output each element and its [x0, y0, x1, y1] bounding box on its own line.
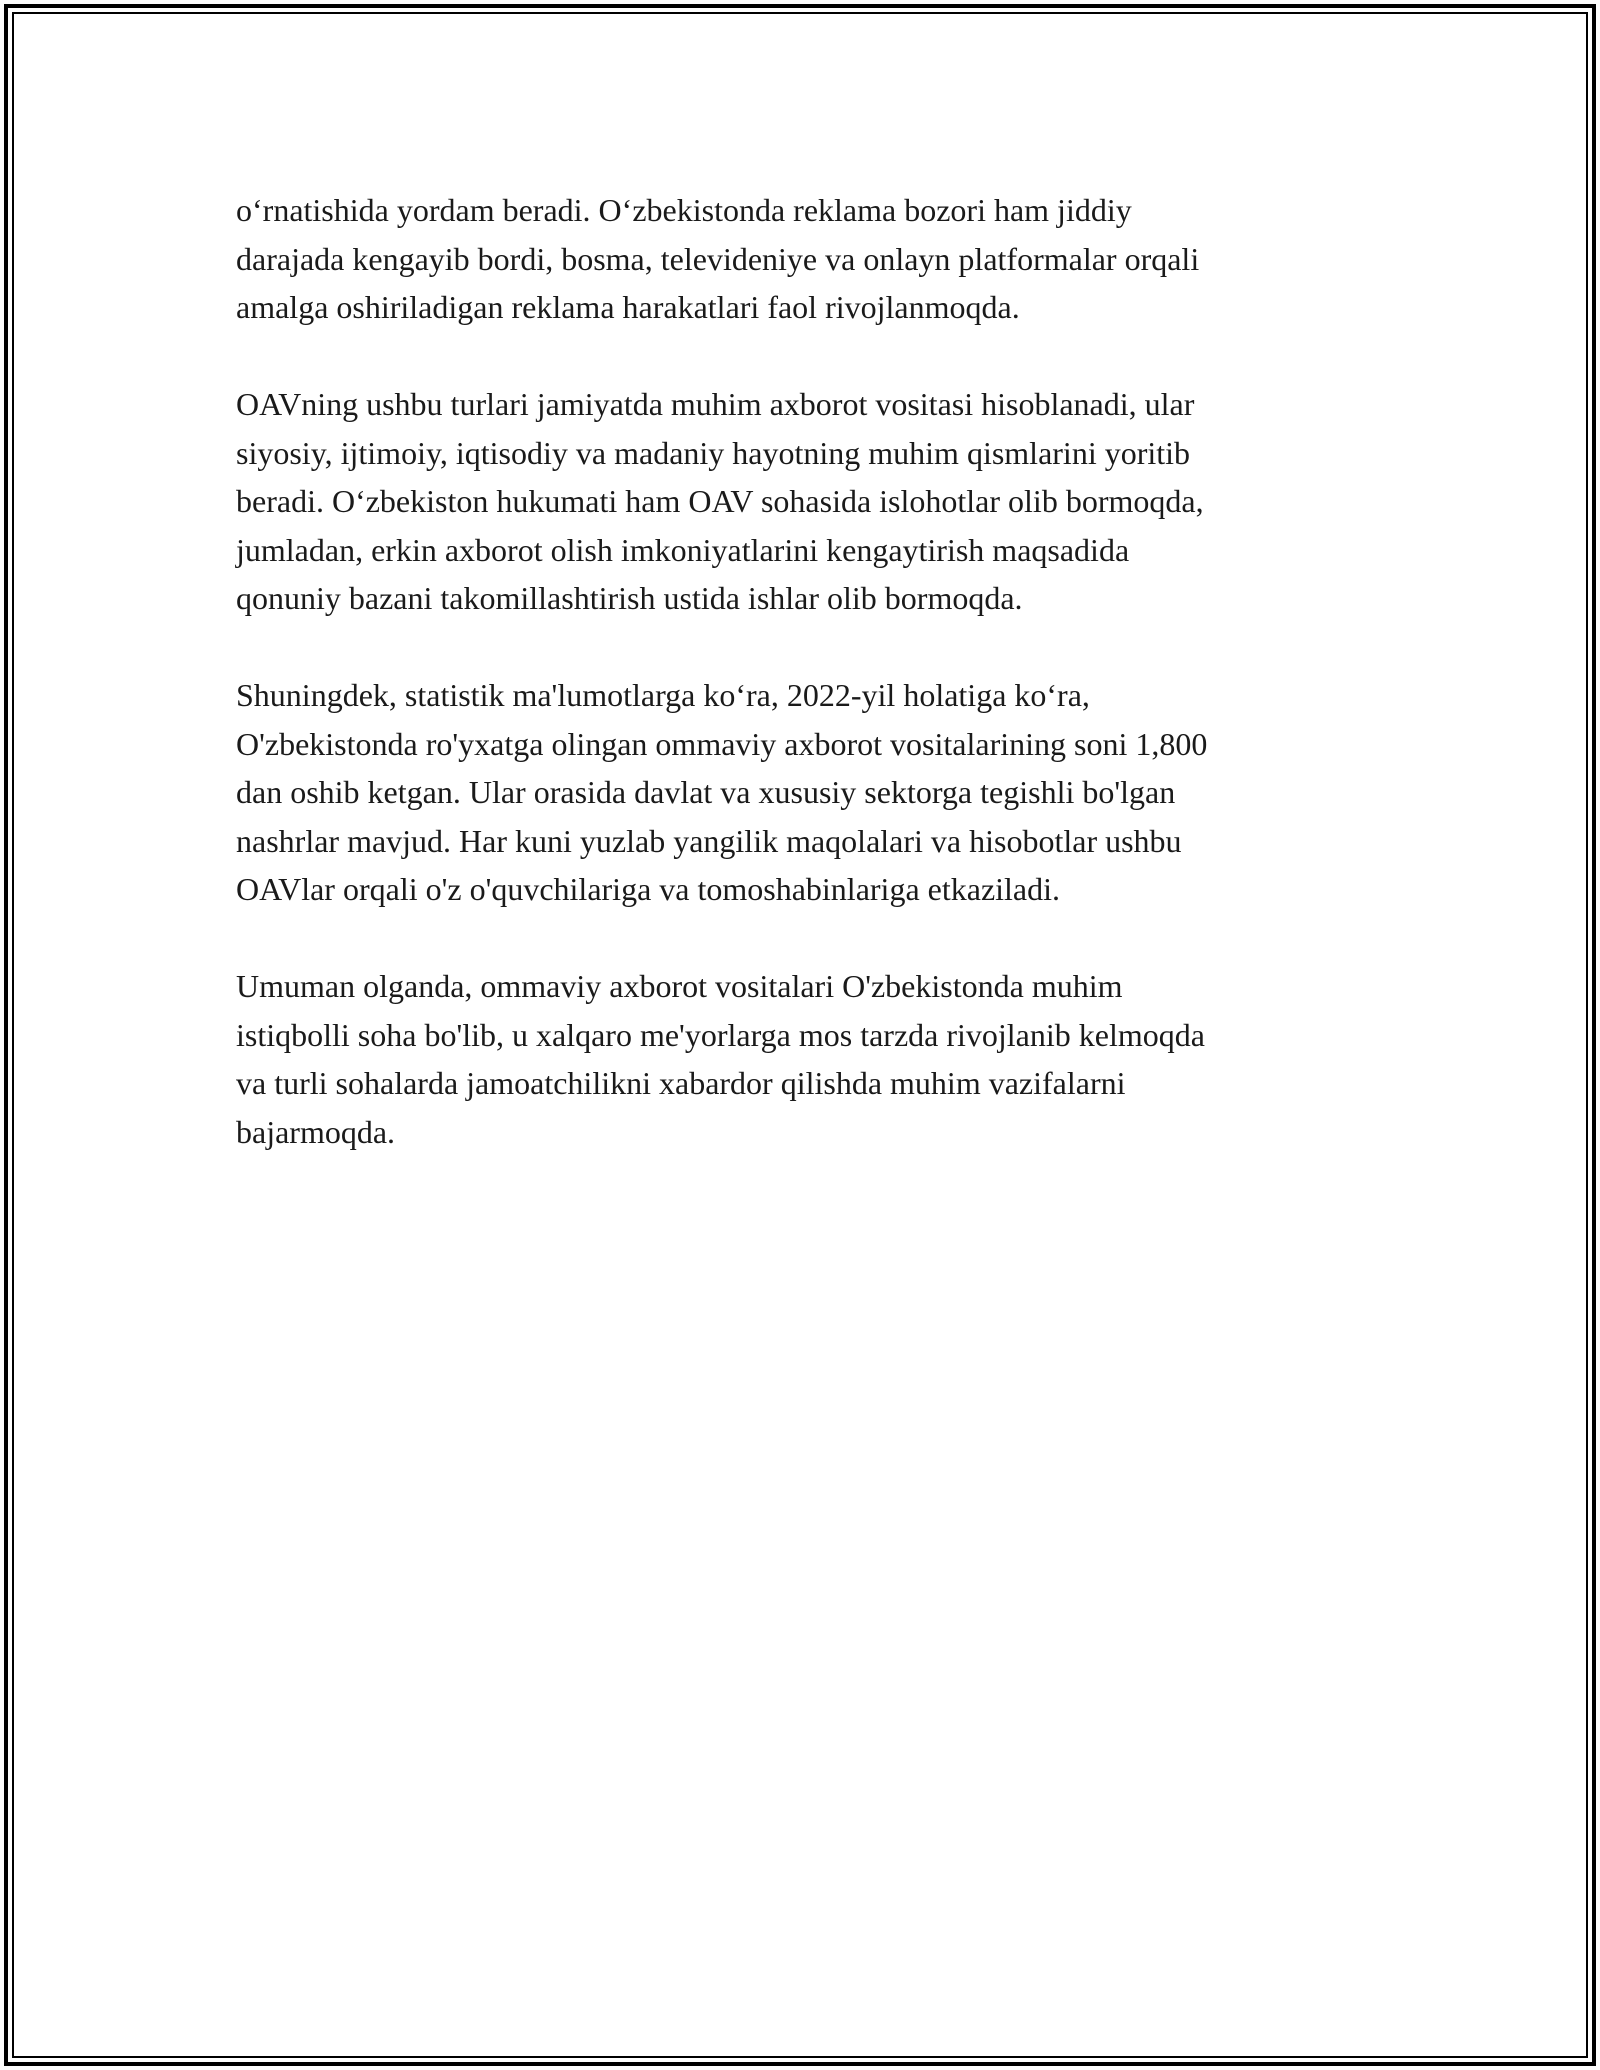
paragraph-conclusion — [236, 962, 1366, 1156]
text-line: dan oshib ketgan. Ular orasida davlat va xususiy sektorga tegishli bo'lgan — [236, 774, 1176, 810]
text-line: o‘rnatishida yordam beradi. O‘zbekistonda reklama bozori ham jiddiy — [236, 192, 1132, 228]
text-line: OAVlar orqali o'z o'quvchilariga va tomoshabinlariga etkaziladi. — [236, 871, 1061, 907]
text-line: qonuniy bazani takomillashtirish ustida ishlar olib bormoqda. — [236, 580, 1023, 616]
text-line: istiqbolli soha bo'lib, u xalqaro me'yorlarga mos tarzda rivojlanib kelmoqda — [236, 1016, 1205, 1053]
paragraph-statistics — [236, 671, 1366, 914]
document-body — [236, 186, 1366, 1205]
text-line: siyosiy, ijtimoiy, iqtisodiy va madaniy hayotning muhim qismlarini yoritib — [236, 434, 1191, 471]
text-line: bajarmoqda. — [236, 1113, 396, 1150]
text-line: amalga oshiriladigan reklama harakatlari faol rivojlanmoqda. — [236, 289, 1020, 325]
text-line: OAVning ushbu turlari jamiyatda muhim axborot vositasi hisoblanadi, ular — [236, 386, 1195, 422]
text-line: beradi. O‘zbekiston hukumati ham OAV sohasida islohotlar olib bormoqda, — [236, 483, 1204, 519]
paragraph-advertising — [236, 186, 1366, 332]
text-line: Umuman olganda, ommaviy axborot vositalari O'zbekistonda muhim — [236, 968, 1123, 1004]
paragraph-media-types — [236, 380, 1366, 623]
text-line: O'zbekistonda ro'yxatga olingan ommaviy axborot vositalarining soni 1,800 — [236, 725, 1208, 762]
text-line: nashrlar mavjud. Har kuni yuzlab yangilik maqolalari va hisobotlar ushbu — [236, 822, 1182, 859]
text-line: jumladan, erkin axborot olish imkoniyatlarini kengaytirish maqsadida — [236, 531, 1130, 568]
text-line: Shuningdek, statistik ma'lumotlarga ko‘ra, 2022-yil holatiga ko‘ra, — [236, 677, 1090, 713]
text-line: va turli sohalarda jamoatchilikni xabardor qilishda muhim vazifalarni — [236, 1065, 1126, 1101]
text-line: darajada kengayib bordi, bosma, televideniye va onlayn platformalar orqali — [236, 240, 1200, 277]
